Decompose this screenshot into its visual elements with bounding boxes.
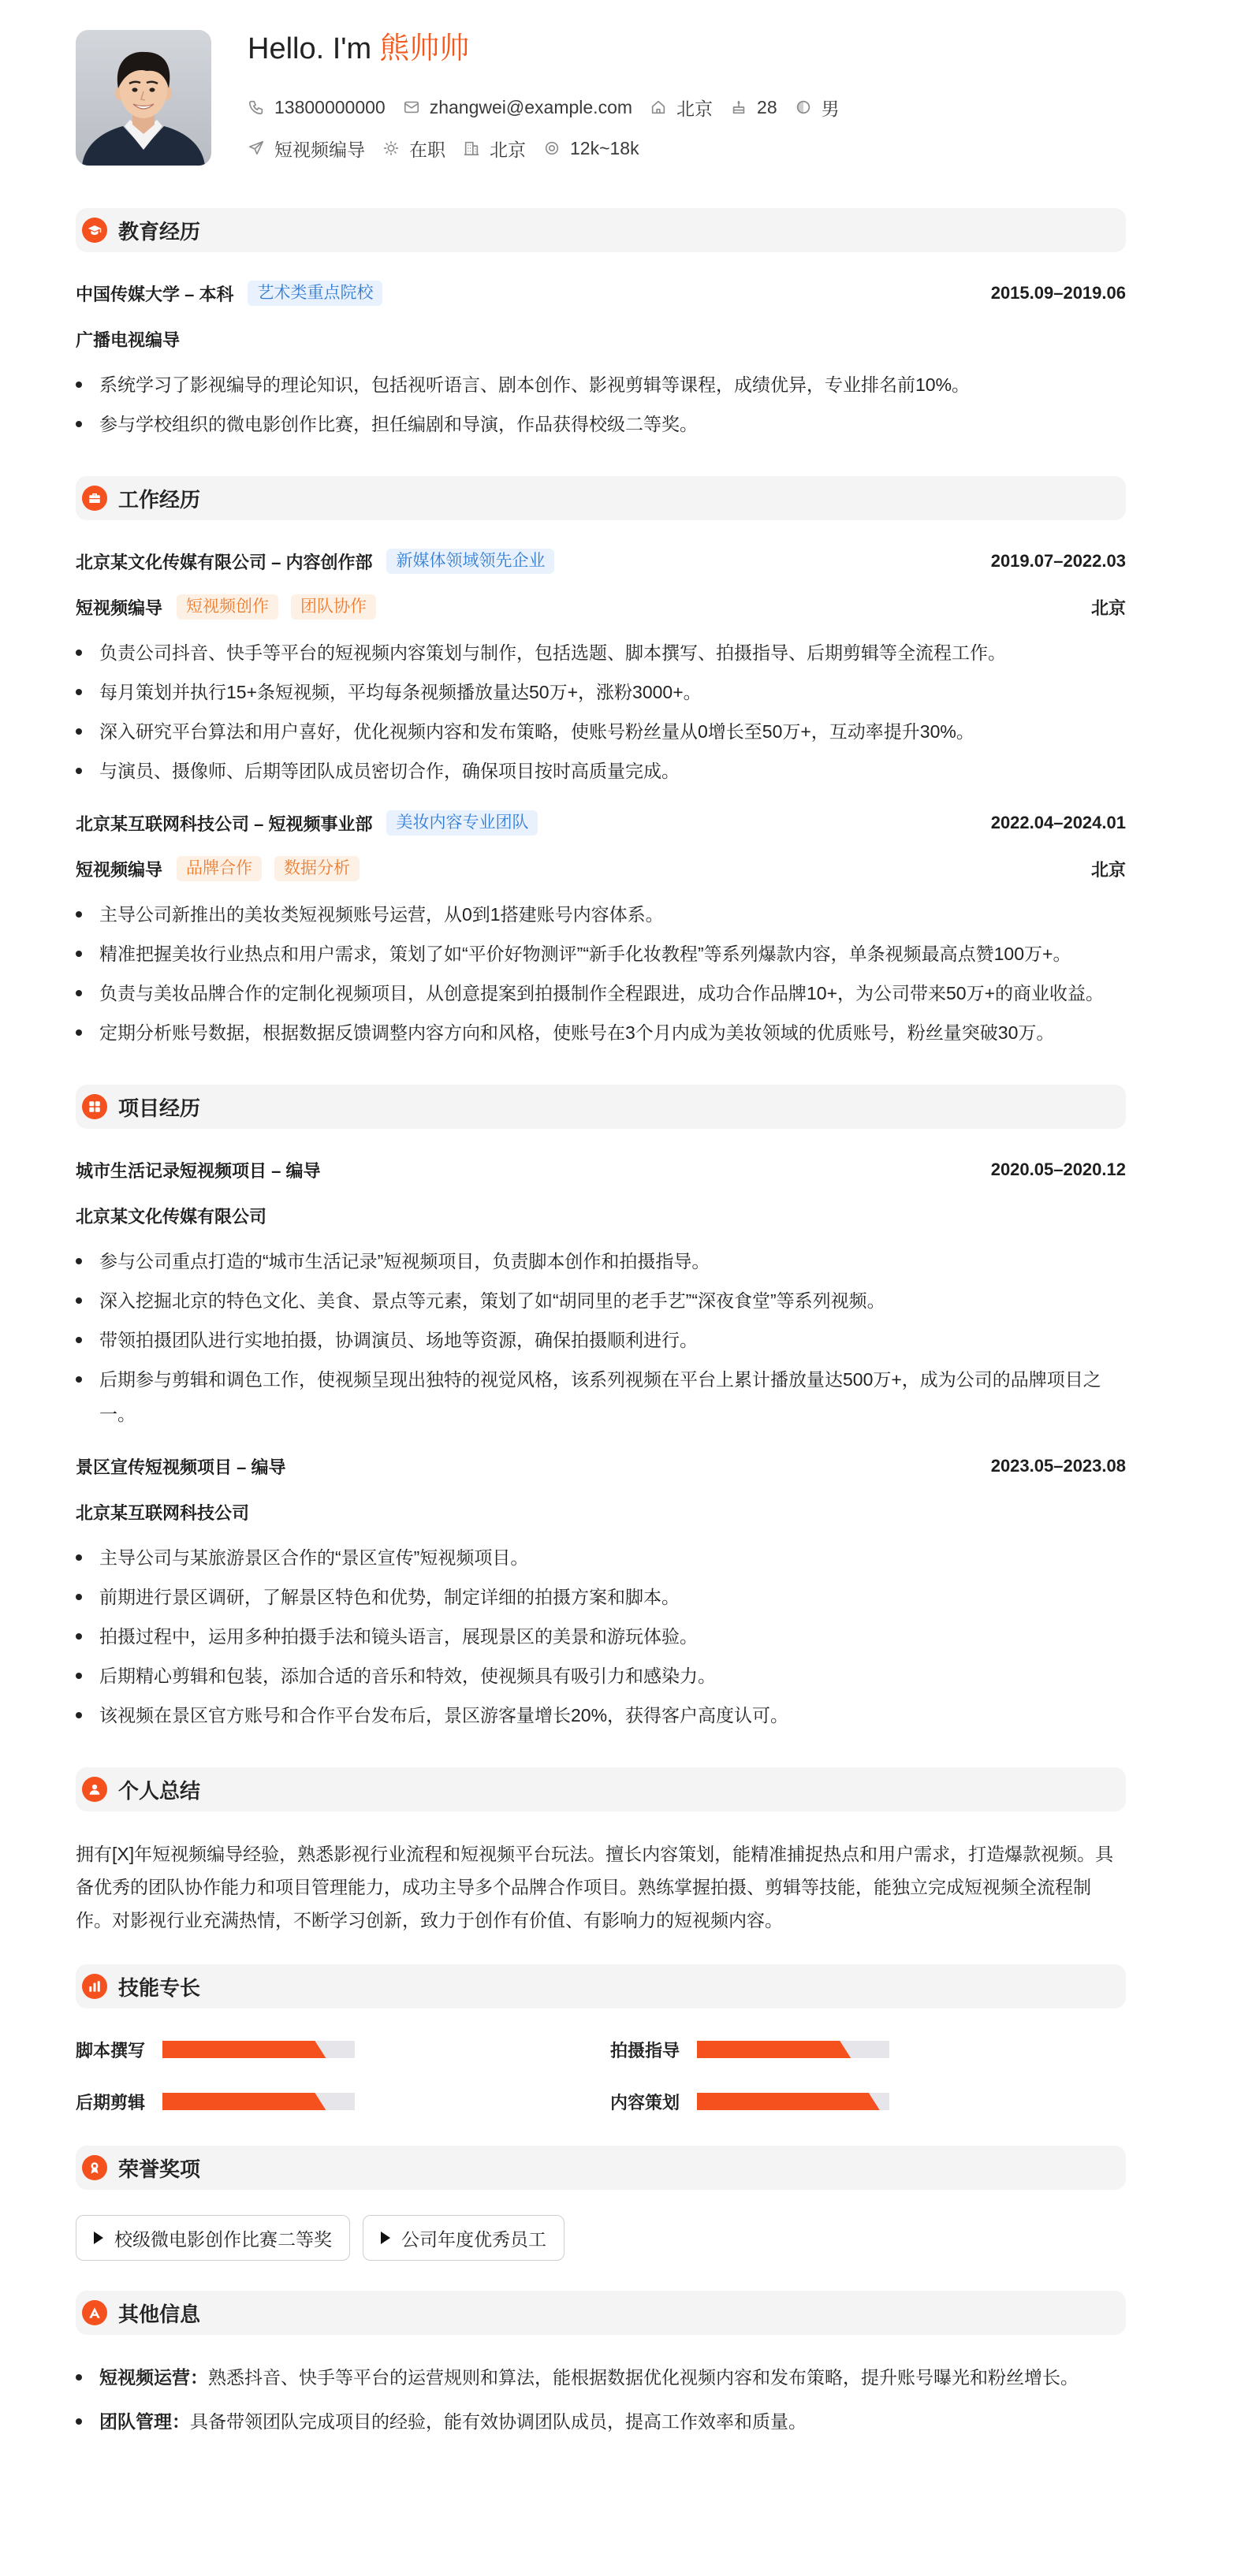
skill-bar [162,2041,355,2058]
work-section [76,476,1126,1050]
section-header [76,476,1126,520]
other-info-list [76,2360,1126,2439]
section-header [76,2146,1126,2190]
skill-bar-fill [697,2041,851,2058]
list-item: 定期分析账号数据，根据数据反馈调整内容方向和风格，使账号在3个月内成为美妆领域的优质账号，粉丝量突破30万。 [76,1015,1126,1050]
major-row [76,322,1126,356]
role-tag: 短视频创作 [177,594,278,620]
job-info-row [248,134,857,162]
age-icon [730,99,747,116]
skill-bar [162,2093,355,2110]
list-item [76,2404,1126,2439]
list-item: 参与学校组织的微电影创作比赛，担任编剧和导演，作品获得校级二等奖。 [76,407,1126,441]
skill-item [610,2084,1126,2119]
award-label: 校级微电影创作比赛二等奖 [114,2228,332,2250]
job-status [382,136,445,162]
skill-bar-fill [697,2093,880,2110]
section-title: 教育经历 [118,219,201,244]
skill-bar-fill [162,2041,326,2058]
contact-gender [795,95,840,121]
greeting-text: Hello. I'm [248,32,372,65]
role-tag: 品牌合作 [177,856,262,881]
grid-icon [82,1094,107,1119]
role-tag: 团队协作 [291,594,376,620]
work-bullets [76,897,1126,1050]
contact-location [650,95,713,121]
contact-phone [248,97,386,118]
info-icon [82,2300,107,2325]
gender-text: 男 [821,98,840,119]
role-name: 短视频编导 [76,859,163,880]
contact-row [248,93,857,121]
other-info-label: 短视频运营： [99,2367,208,2388]
skill-bar [697,2093,889,2110]
list-item: 前期进行景区调研，了解景区特色和优势，制定详细的拍摄方案和脚本。 [76,1580,1126,1614]
project-name: 城市生活记录短视频项目 – 编导 [76,1160,321,1181]
list-item: 每月策划并执行15+条短视频，平均每条视频播放量达50万+，涨粉3000+。 [76,675,1126,709]
section-header [76,1767,1126,1811]
job-target-text: 短视频编导 [274,139,365,160]
project-org: 北京某文化传媒有限公司 [76,1206,267,1227]
other-info-text: 熟悉抖音、快手等平台的运营规则和算法，能根据数据优化视频内容和发布策略，提升账号曝光和粉丝增长。 [208,2367,1079,2388]
job-salary [543,138,639,159]
list-item: 精准把握美妆行业热点和用户需求，策划了如“平价好物测评”“新手化妆教程”等系列爆款内容，单条视频最高点赞100万+。 [76,936,1126,971]
job-target [248,136,365,162]
briefcase-icon [82,486,107,511]
project-date: 2020.05–2020.12 [990,1160,1126,1179]
education-heading-row [76,276,1126,311]
skills-grid [76,2032,1126,2119]
home-icon [650,99,667,116]
company-tag: 新媒体领域领先企业 [386,549,554,574]
job-status-text: 在职 [409,139,445,160]
school-name: 中国传媒大学 – 本科 [76,284,234,304]
job-city [463,136,526,162]
candidate-name: 熊帅帅 [379,32,470,65]
bar-chart-icon [82,1974,107,1999]
phone-icon [248,99,265,116]
play-icon [381,2232,390,2244]
work-date: 2019.07–2022.03 [990,551,1126,571]
header-info [248,30,857,166]
section-header [76,1085,1126,1129]
skill-bar [697,2041,889,2058]
skill-item [76,2032,610,2067]
project-bullets [76,1540,1126,1733]
age-text: 28 [757,96,777,117]
section-title: 工作经历 [118,487,201,512]
other-info-text: 具备带领团队完成项目的经验，能有效协调团队成员，提高工作效率和质量。 [190,2411,807,2432]
section-title: 项目经历 [118,1096,201,1120]
section-header [76,208,1126,252]
education-date: 2015.09–2019.06 [990,283,1126,303]
greeting-title [248,30,857,68]
list-item: 该视频在景区官方账号和合作平台发布后，景区游客量增长20%，获得客户高度认可。 [76,1698,1126,1733]
list-item: 与演员、摄像师、后期等团队成员密切合作，确保项目按时高质量完成。 [76,754,1126,788]
role-tag: 数据分析 [274,856,360,881]
project-org: 北京某互联网科技公司 [76,1502,250,1523]
skill-name: 后期剪辑 [76,2092,146,2113]
company-name: 北京某互联网科技公司 – 短视频事业部 [76,813,373,834]
project-heading-row [76,1152,1126,1187]
avatar [76,30,211,166]
section-title: 个人总结 [118,1778,201,1803]
work-location: 北京 [1090,597,1126,618]
list-item: 负责与美妆品牌合作的定制化视频项目，从创意提案到拍摄制作全程跟进，成功合作品牌10+，为公司带来50万+的商业收益。 [76,976,1126,1011]
project-bullets [76,1244,1126,1431]
project-heading-row [76,1449,1126,1483]
section-header [76,2291,1126,2335]
list-item: 深入挖掘北京的特色文化、美食、景点等元素，策划了如“胡同里的老手艺”“深夜食堂”等系列视频。 [76,1283,1126,1318]
job-salary-text: 12k~18k [570,137,639,158]
award-icon [82,2155,107,2180]
school-tag: 艺术类重点院校 [248,281,382,306]
list-item: 拍摄过程中，运用多种拍摄手法和镜头语言，展现景区的美景和游玩体验。 [76,1619,1126,1654]
list-item: 带领拍摄团队进行实地拍摄，协调演员、场地等资源，确保拍摄顺利进行。 [76,1323,1126,1357]
project-item [76,1152,1126,1431]
location-text: 北京 [676,98,714,119]
status-icon [382,140,400,157]
salary-icon [543,140,561,157]
awards-list [76,2215,1126,2261]
section-title: 荣誉奖项 [118,2157,201,2181]
skill-item [76,2084,610,2119]
major-name: 广播电视编导 [76,329,181,350]
summary-section [76,1767,1126,1937]
education-bullets [76,367,1126,441]
skills-section [76,1964,1126,2119]
play-icon [94,2232,103,2244]
award-chip[interactable] [76,2215,350,2261]
award-label: 公司年度优秀员工 [401,2228,546,2250]
list-item: 后期参与剪辑和调色工作，使视频呈现出独特的视觉风格，该系列视频在平台上累计播放量达500万+，成为公司的品牌项目之一。 [76,1362,1126,1431]
phone-text: 13800000000 [274,96,386,117]
project-org-row [76,1198,1126,1233]
other-info-label: 团队管理： [99,2411,190,2432]
gender-icon [795,99,812,116]
send-icon [248,140,265,157]
awards-section [76,2146,1126,2261]
list-item: 深入研究平台算法和用户喜好，优化视频内容和发布策略，使账号粉丝量从0增长至50万+，互动率提升30%。 [76,714,1126,749]
work-item [76,544,1126,788]
role-name: 短视频编导 [76,597,163,618]
other-section [76,2291,1126,2439]
mail-icon [403,99,420,116]
list-item [76,2360,1126,2395]
resume-header [76,30,1126,166]
education-item [76,276,1126,441]
work-item [76,806,1126,1050]
work-date: 2022.04–2024.01 [990,813,1126,832]
section-title: 其他信息 [118,2302,201,2326]
contact-email [403,97,632,118]
skill-item [610,2032,1126,2067]
project-item [76,1449,1126,1733]
role-row [76,590,1126,624]
company-tag: 美妆内容专业团队 [386,810,538,836]
list-item: 参与公司重点打造的“城市生活记录”短视频项目，负责脚本创作和拍摄指导。 [76,1244,1126,1279]
work-location: 北京 [1090,859,1126,880]
summary-paragraph: 拥有[X]年短视频编导经验，熟悉影视行业流程和短视频平台玩法。擅长内容策划，能精准捕捉热点和用户需求，打造爆款视频。具备优秀的团队协作能力和项目管理能力，成功主导多个品牌合作项目。熟练掌握拍摄、剪辑等技能，能独立完成短视频全流程制作。对影视行业充满热情，不断学习创新，致力于创作有价值、有影响力的短视频内容。 [76,1844,1114,1930]
company-name: 北京某文化传媒有限公司 – 内容创作部 [76,552,373,572]
skill-name: 拍摄指导 [610,2040,680,2060]
project-org-row [76,1495,1126,1529]
project-date: 2023.05–2023.08 [990,1456,1126,1476]
user-icon [82,1777,107,1802]
email-text: zhangwei@example.com [429,96,633,117]
skill-bar-fill [162,2093,326,2110]
building-icon [463,140,480,157]
graduation-cap-icon [82,218,107,243]
projects-section [76,1085,1126,1733]
education-section [76,208,1126,441]
award-chip[interactable] [363,2215,565,2261]
list-item: 主导公司与某旅游景区合作的“景区宣传”短视频项目。 [76,1540,1126,1575]
work-bullets [76,635,1126,788]
list-item: 负责公司抖音、快手等平台的短视频内容策划与制作，包括选题、脚本撰写、拍摄指导、后期剪辑等全流程工作。 [76,635,1126,670]
work-heading-row [76,544,1126,579]
list-item: 后期精心剪辑和包装，添加合适的音乐和特效，使视频具有吸引力和感染力。 [76,1658,1126,1693]
job-city-text: 北京 [490,139,526,160]
work-heading-row [76,806,1126,840]
project-name: 景区宣传短视频项目 – 编导 [76,1457,286,1477]
list-item: 主导公司新推出的美妆类短视频账号运营，从0到1搭建账号内容体系。 [76,897,1126,932]
skill-name: 脚本撰写 [76,2040,146,2060]
skill-name: 内容策划 [610,2092,680,2113]
role-row [76,851,1126,886]
list-item: 系统学习了影视编导的理论知识，包括视听语言、剧本创作、影视剪辑等课程，成绩优异，专业排名前10%。 [76,367,1126,402]
contact-age [730,97,777,118]
section-title: 技能专长 [118,1975,201,2000]
section-header [76,1964,1126,2008]
